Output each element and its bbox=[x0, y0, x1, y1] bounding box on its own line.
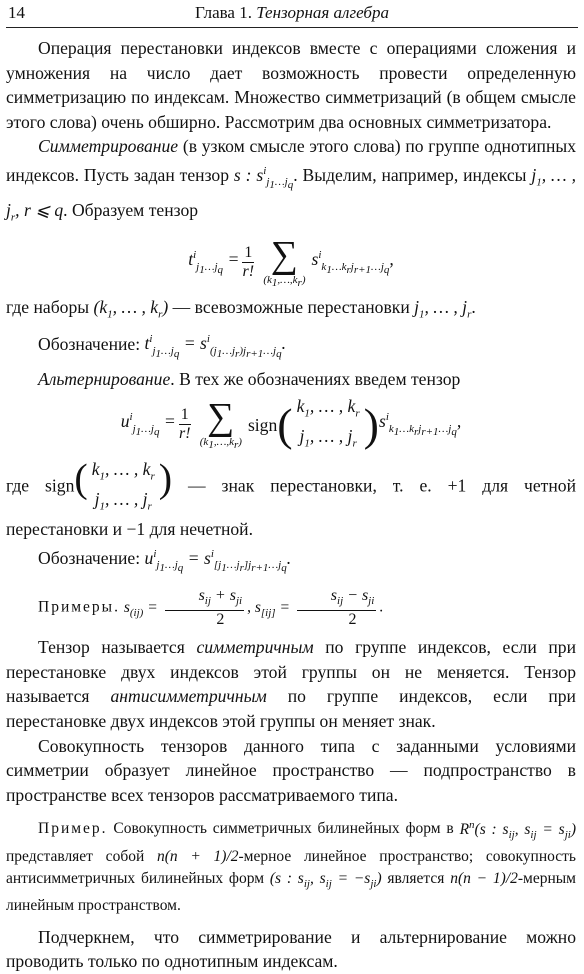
body-text bbox=[6, 36, 576, 974]
paragraph-intro: Операция перестановки индексов вместе с операциями сложения и умножения на число дает возможность провести определенную симметризацию по индексам. Множество симметризаций (в общем смысле этого слова) очень обширно. Рассмотрим два основных симметризатора. bbox=[6, 38, 576, 132]
examples-label: Примеры. bbox=[38, 598, 120, 616]
text-span: Тензор называется bbox=[38, 637, 197, 658]
fraction bbox=[242, 244, 254, 281]
paragraph-alternation bbox=[6, 367, 576, 392]
frac-num: 1 bbox=[244, 244, 253, 262]
running-header bbox=[6, 3, 578, 28]
running-title bbox=[6, 3, 578, 23]
term-antisymmetric: антисимметричным bbox=[110, 686, 267, 707]
fraction: $\frac{1}{r!}$ bbox=[178, 406, 191, 443]
text-span: является bbox=[381, 869, 451, 887]
paragraph-symmetric-def bbox=[6, 635, 576, 733]
chapter-label: Глава 1. bbox=[195, 3, 252, 22]
equation-symmetrization: $t^i_{j_1\dots j_q}$ = $\frac{1}{r!}$ ∑ $(k_1,\dots,k_r)$ $s^i_{k_1\dots k_rj_{r+1}\dots j_q}$, bbox=[188, 234, 394, 290]
text-span: — знак перестановки, т. е. +1 для четной перестановки и −1 для нечетной. bbox=[6, 475, 577, 540]
text-span: по группе индексов, если при перестановке двух индексов этой группы он не меняется. Тензор называется bbox=[6, 637, 576, 707]
paragraph-conclusion: Подчеркнем, что симметрирование и альтернирование можно проводить только по однотипным индексам. bbox=[6, 926, 576, 972]
chapter-title: Тензорная алгебра bbox=[256, 3, 389, 22]
term-symmetric: симметричным bbox=[196, 637, 314, 658]
notation-label: Обозначение: bbox=[38, 547, 145, 568]
example-label: Пример. bbox=[38, 820, 108, 838]
text-span: (в узком смысле этого слова) по группе однотипных индексов. Пусть задан тензор bbox=[6, 136, 576, 185]
text-span: где sign bbox=[6, 475, 75, 496]
notation-1: Обозначение: $t^i_{j_1\dots j_q} = s^i_{(j_1\dots j_r)j_{r+1}\dots j_q}$. bbox=[38, 333, 287, 361]
text-span: -мерное линейное пространство; совокупность антисимметричных билинейных форм bbox=[6, 847, 576, 887]
text-span: . В тех же обозначениях введем тензор bbox=[170, 368, 461, 389]
text-span: . Образуем тензор bbox=[63, 200, 199, 221]
term-symmetrization: Симметрирование bbox=[38, 136, 179, 157]
text-span: по группе индексов, если при перестановке двух индексов этой группы он меняет знак. bbox=[6, 686, 576, 732]
text-span: -мерным линейным пространством. bbox=[6, 869, 576, 914]
examples-line: Примеры. $s_{(ij)}$ = $\frac{s_{ij} + s_{ji}}{2}$ , $s_{[ij]}$ = $\frac{s_{ij} - s_{ji}}{2}$ . bbox=[38, 587, 384, 629]
notation-2: Обозначение: $u^i_{j_1\dots j_q} = s^i_{[j_1\dots j_r]j_{r+1}\dots j_q}$. bbox=[38, 547, 292, 575]
paragraph-example: Пример. Совокупность симметричных билинейных форм в $R^n(s$ : $s_{ij}$, $s_{ij} = s_{ji}$) представляет собой n(n + 1)/2-мерное линейное пространство; совокупность антисимметричных билинейных форм (s : $s_{ij}$, $s_{ij} = -s_{ji}$) является n(n − 1)/2-мерным линейным пространством. bbox=[6, 818, 576, 914]
notation-label: Обозначение: bbox=[38, 333, 145, 354]
paragraph-permutations: где наборы ($k_1$, … , $k_r$) — всевозможные перестановки $j_1$, … , $j_r$. bbox=[6, 297, 476, 321]
frac-den: r! bbox=[242, 263, 255, 281]
paragraph-symmetrization bbox=[6, 134, 576, 230]
text-span: представляет собой bbox=[6, 847, 157, 865]
term-alternation: Альтернирование bbox=[38, 368, 171, 389]
paragraph-sign: где sign( $k_1$, … , $k_r$ $j_1$, … , $j_r$ ) — знак перестановки, т. е. +1 для четной перестановки и −1 для нечетной. bbox=[6, 455, 577, 540]
sum-symbol: ∑ $(k_1,\dots,k_r)$ bbox=[263, 234, 306, 290]
page-number: 14 bbox=[8, 3, 25, 22]
equation-alternation: $u^i_{j_1\dots j_q}$ = $\frac{1}{r!}$ ∑ $(k_1,\dots,k_r)$ sign ( $k_1$, … , $k_r$ $j_1$, … , $j_r$ ) $s^i_{k_1\dots k_rj_{r+1}\dots j_q}$, bbox=[120, 396, 462, 452]
sum-symbol: ∑ $(k_1,\dots,k_r)$ bbox=[199, 396, 242, 452]
math-indices: $j_1$, … , $j_r$, r ⩽ q bbox=[6, 164, 577, 224]
text-span: . Выделим, например, индексы bbox=[293, 164, 532, 185]
text-span: Совокупность симметричных билинейных форм в bbox=[107, 820, 460, 838]
paragraph-subspace: Совокупность тензоров данного типа с заданными условиями симметрии образует линейное пространство — подпространство в пространстве всех тензоров рассматриваемого типа. bbox=[6, 735, 576, 805]
math-tensor-s: s : $s^i_{j_1\dots j_q}$ bbox=[233, 164, 294, 192]
sign-operator: sign bbox=[247, 414, 278, 435]
